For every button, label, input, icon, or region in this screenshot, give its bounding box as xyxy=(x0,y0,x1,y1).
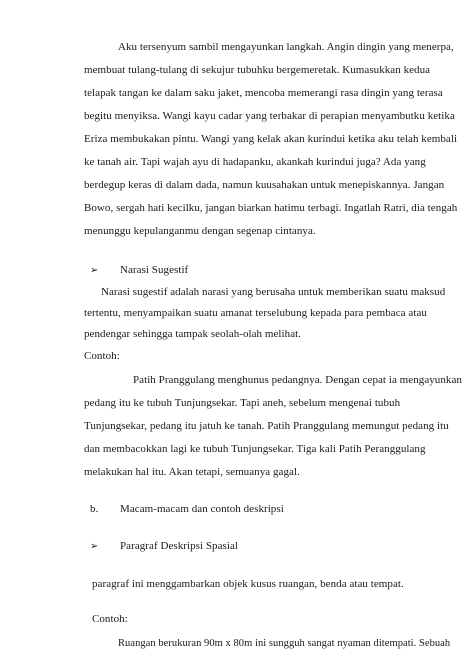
paragraph-line: melakukan hal itu. Akan tetapi, semuanya gagal. xyxy=(84,466,300,478)
paragraph-line: Patih Pranggulang menghunus pedangnya. Dengan cepat ia mengayunkan xyxy=(133,374,462,386)
section-heading: Narasi Sugestif xyxy=(120,264,189,276)
paragraph-line: Bowo, sergah hati kecilku, jangan biarkan hatimu terbagi. Ingatlah Ratri, dia tengah xyxy=(84,202,458,214)
paragraph-line: paragraf ini menggambarkan objek kusus ruangan, benda atau tempat. xyxy=(92,578,404,590)
paragraph-line: telapak tangan ke dalam saku jaket, mencoba memerangi rasa dingin yang terasa xyxy=(84,87,443,99)
arrow-bullet-icon: ➢ xyxy=(90,265,99,276)
paragraph-line: dan membacokkan lagi ke tubuh Tunjungsekar. Tiga kali Patih Peranggulang xyxy=(84,443,426,455)
paragraph-line: begitu menyiksa. Wangi kayu cadar yang terbakar di perapian menyambutku ketika xyxy=(84,110,455,122)
paragraph-line: Aku tersenyum sambil mengayunkan langkah. Angin dingin yang menerpa, xyxy=(118,41,454,53)
paragraph-line: tertentu, menyampaikan suatu amanat terselubung kepada para pembaca atau xyxy=(84,307,427,319)
paragraph-line: membuat tulang-tulang di sekujur tubuhku bergemeretak. Kumasukkan kedua xyxy=(84,64,431,76)
paragraph-line: pendengar sehingga tampak seolah-olah melihat. xyxy=(84,328,302,340)
paragraph-line: pedang itu ke tubuh Tunjungsekar. Tapi aneh, sebelum mengenai tubuh xyxy=(84,397,401,409)
section-heading: Macam-macam dan contoh deskripsi xyxy=(120,503,284,515)
paragraph-line: Narasi sugestif adalah narasi yang berusaha untuk memberikan suatu maksud xyxy=(101,286,446,298)
section-heading: Paragraf Deskripsi Spasial xyxy=(120,540,238,552)
arrow-bullet-icon: ➢ xyxy=(90,541,99,552)
paragraph-line: Tunjungsekar, pedang itu jatuh ke tanah. Patih Pranggulang memungut pedang itu xyxy=(84,420,449,432)
example-label: Contoh: xyxy=(92,613,128,625)
paragraph-line: ke tanah air. Tapi wajah ayu di hadapanku, akankah kurindui juga? Ada yang xyxy=(84,156,426,168)
section-marker: b. xyxy=(90,503,99,515)
paragraph-line: berdegup keras di dalam dada, namun kuusahakan untuk menepiskannya. Jangan xyxy=(84,179,445,191)
example-label: Contoh: xyxy=(84,350,120,362)
paragraph-line: Ruangan berukuran 90m x 80m ini sungguh sangat nyaman ditempati. Sebuah xyxy=(118,638,451,649)
paragraph-line: menunggu kepulanganmu dengan segenap cintanya. xyxy=(84,225,316,237)
paragraph-line: Eriza membukakan pintu. Wangi yang kelak akan kurindui ketika aku telah kembali xyxy=(84,133,458,145)
